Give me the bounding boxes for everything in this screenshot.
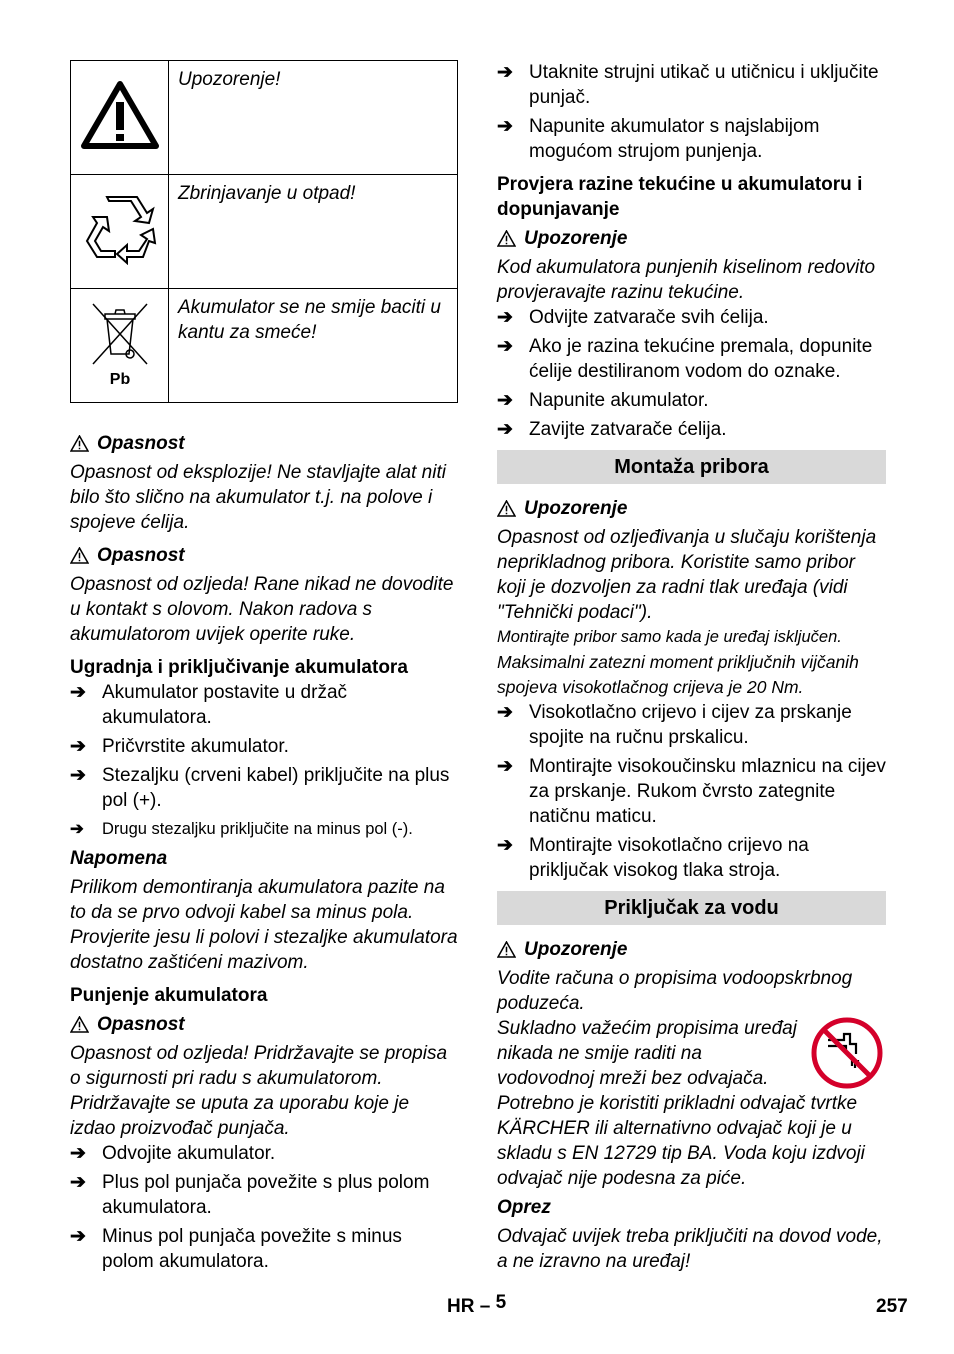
section-heading: Punjenje akumulatora: [70, 985, 268, 1006]
list-item: ➔ Pričvrstite akumulator.: [70, 736, 289, 757]
warning-heading: Upozorenje: [497, 226, 886, 251]
arrow-icon: ➔: [497, 835, 513, 856]
section-title: Montaža pribora: [497, 450, 886, 484]
table-text: Upozorenje!: [169, 61, 458, 175]
no-drinking-water-icon: [810, 1016, 884, 1090]
danger-heading: Opasnost: [70, 431, 458, 456]
warning-icon: [70, 1016, 89, 1033]
danger-text: Opasnost od eksplozije! Ne stavljajte alat niti bilo što slično na akumulator t.j. na polove i spojeve ćelija.: [70, 462, 446, 533]
warning-text: Kod akumulatora punjenih kiselinom redovito provjeravajte razinu tekućine.: [497, 257, 876, 303]
warning-text: Opasnost od ozljeđivanja u slučaju korištenja neprikladnog pribora. Koristite samo pribor koji je dozvoljen za radni tlak uređaja (vidi "Tehnički podaci").: [497, 527, 877, 623]
list-item: ➔ Utaknite strujni utikač u utičnicu i uključite punjač.: [497, 62, 879, 108]
list-item: ➔ Plus pol punjača povežite s plus polom akumulatora.: [70, 1172, 430, 1218]
warning-text: Vodite računa o propisima vodoopskrbnog poduzeća.: [497, 968, 853, 1014]
arrow-icon: ➔: [497, 116, 513, 137]
arrow-icon: ➔: [497, 336, 513, 357]
arrow-icon: ➔: [70, 736, 86, 757]
arrow-icon: ➔: [497, 307, 513, 328]
danger-text: Opasnost od ozljeda! Rane nikad ne dovodite u kontakt s olovom. Nakon radova s akumulatorom uvijek operite ruke.: [70, 574, 454, 645]
note-text: Prilikom demontiranja akumulatora pazite na to da se prvo odvoji kabel sa minus pola. Provjerite jesu li polovi i stezaljke akumulatora dostatno zaštićeni mazivom.: [70, 877, 458, 973]
list-item: ➔ Visokotlačno crijevo i cijev za prskanje spojite na ručnu prskalicu.: [497, 702, 852, 748]
warning-icon: [70, 547, 89, 564]
warning-text: Sukladno važećim propisima uređaj nikada ne smije raditi na vodovodnoj mreži bez odvajača. Potrebno je koristiti prikladni odvajač tvrtke KÄRCHER ili alternativno odvajač koji je u skladu s EN 12729 tip BA. Voda koju izdvoji odvajač nije podesna za piće.: [497, 1018, 865, 1189]
arrow-icon: ➔: [70, 820, 84, 838]
warning-text: Maksimalni zatezni moment priključnih vijčanih spojeva visokotlačnog crijeva je 20 Nm.: [497, 652, 859, 697]
section-heading: Provjera razine tekućine u akumulatoru i dopunjavanje: [497, 174, 863, 220]
page-language-label: HR – 5: [447, 1292, 507, 1317]
list-item: ➔ Ako je razina tekućine premala, dopunite ćelije destiliranom vodom do oznake.: [497, 336, 873, 382]
table-text: Zbrinjavanje u otpad!: [169, 175, 458, 289]
warning-text: Montirajte pribor samo kada je uređaj isključen.: [497, 628, 842, 646]
right-column: [497, 60, 886, 1274]
arrow-icon: ➔: [497, 390, 513, 411]
table-row: [71, 61, 458, 175]
list-item: ➔ Zavijte zatvarače ćelija.: [497, 419, 727, 440]
recycle-icon: [83, 193, 157, 265]
danger-text: Opasnost od ozljeda! Pridržavajte se propisa o sigurnosti pri radu s akumulatorom. Pridržavajte se uputa za uporabu koje je izdao proizvođač punjača.: [70, 1043, 448, 1139]
warning-icon: [70, 435, 89, 452]
icon-cell: [71, 61, 169, 175]
arrow-icon: ➔: [497, 702, 513, 723]
warning-icon: [497, 230, 516, 247]
list-item: ➔ Napunite akumulator.: [497, 390, 709, 411]
danger-heading: Opasnost: [70, 1012, 458, 1037]
section-title: Priključak za vodu: [497, 891, 886, 925]
arrow-icon: ➔: [497, 419, 513, 440]
warning-heading: Upozorenje: [497, 496, 886, 521]
arrow-icon: ➔: [497, 756, 513, 777]
list-item: ➔ Minus pol punjača povežite s minus polom akumulatora.: [70, 1226, 402, 1272]
warning-heading: Upozorenje: [497, 937, 886, 962]
crossed-bin-pb-icon: [85, 298, 155, 388]
page-number: 257: [876, 1296, 908, 1317]
arrow-icon: ➔: [497, 62, 513, 83]
list-item: ➔ Stezaljku (crveni kabel) priključite na plus pol (+).: [70, 765, 450, 811]
table-text: Akumulator se ne smije baciti u kantu za smeće!: [169, 289, 458, 403]
note-heading: Napomena: [70, 848, 168, 869]
pb-label: Pb: [109, 371, 130, 388]
symbol-table: [70, 60, 458, 403]
list-item: ➔ Odvojite akumulator.: [70, 1143, 276, 1164]
warning-icon: [497, 500, 516, 517]
list-item: ➔ Drugu stezaljku priključite na minus pol (-).: [70, 817, 458, 842]
caution-text: Odvajač uvijek treba priključiti na dovod vode, a ne izravno na uređaj!: [497, 1226, 883, 1272]
list-item: ➔ Napunite akumulator s najslabijom mogućom strujom punjenja.: [497, 116, 820, 162]
arrow-icon: ➔: [70, 682, 86, 703]
warning-triangle-icon: [81, 80, 159, 150]
arrow-icon: ➔: [70, 1143, 86, 1164]
icon-cell: [71, 289, 169, 403]
section-heading: Ugradnja i priključivanje akumulatora: [70, 657, 408, 678]
arrow-icon: ➔: [70, 1172, 86, 1193]
list-item: ➔ Montirajte visokoučinsku mlaznicu na cijev za prskanje. Rukom čvrsto zategnite natičnu maticu.: [497, 756, 886, 827]
table-row: [71, 289, 458, 403]
left-column: [70, 60, 458, 1274]
arrow-icon: ➔: [70, 765, 86, 786]
arrow-icon: ➔: [70, 1226, 86, 1247]
caution-heading: Oprez: [497, 1197, 551, 1218]
danger-heading: Opasnost: [70, 543, 458, 568]
separator-block: [497, 1016, 886, 1191]
warning-icon: [497, 941, 516, 958]
list-item: ➔ Akumulator postavite u držač akumulatora.: [70, 682, 348, 728]
table-row: [71, 175, 458, 289]
icon-cell: [71, 175, 169, 289]
list-item: ➔ Montirajte visokotlačno crijevo na priključak visokog tlaka stroja.: [497, 835, 809, 881]
list-item: ➔ Odvijte zatvarače svih ćelija.: [497, 307, 769, 328]
